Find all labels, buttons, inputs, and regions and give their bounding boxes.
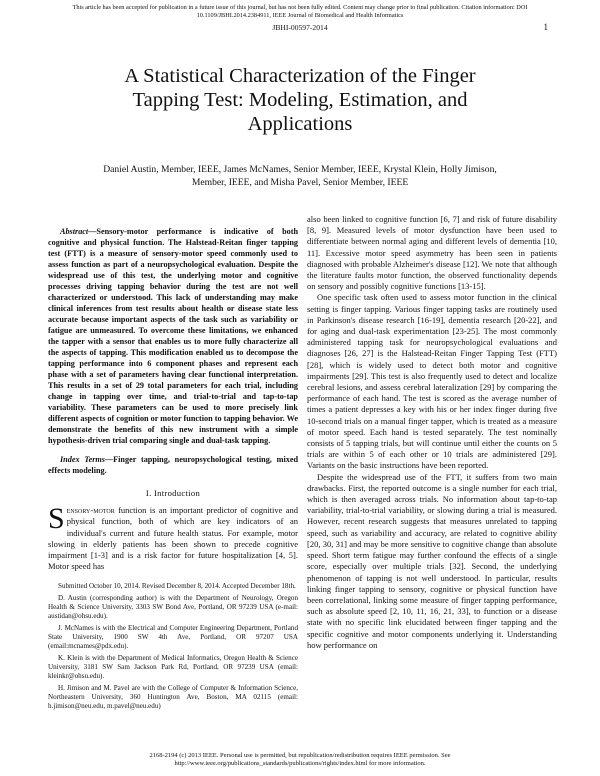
journal-notice-line2: 10.1109/JBHI.2014.2384911, IEEE Journal of Biomedical and Health Informatics xyxy=(196,12,404,19)
footnote-austin: D. Austin (corresponding author) is with the Department of Neurology, Oregon Health & Science University, 3303 SW Bond Ave, Portland, OR 97239 USA (e-mail: austidan@ohsu.edu). xyxy=(48,594,298,621)
section-heading-introduction: I. Introduction xyxy=(145,488,201,498)
author-list xyxy=(60,164,540,189)
title-line-1: A Statistical Characterization of the Finger xyxy=(124,65,476,87)
index-terms xyxy=(48,454,298,476)
abstract-label: Abstract xyxy=(60,227,89,236)
title-line-3: Applications xyxy=(247,113,353,135)
footnotes xyxy=(48,582,298,711)
footer-line-1: 2168-2194 (c) 2013 IEEE. Personal use is permitted, but republication/redistribution requires IEEE permission. See xyxy=(149,752,451,759)
body-paragraph: also been linked to cognitive function [6, 7] and risk of future disability [8, 9]. Measured levels of motor dysfunction have been used to differentiate between normal aging and different levels of dementia [10, 11]. Excessive motor speed asymmetry has been seen in patients diagnosed with probable Alzheimer's disease [12]. We note that although the literature faults motor function, the observed functionality depends on sensory and possibly cognitive functions [13-15]. xyxy=(307,214,557,292)
index-terms-label: Index Terms xyxy=(60,455,105,464)
authors-line-1: Daniel Austin, Member, IEEE, James McNames, Senior Member, IEEE, Krystal Klein, Holly Jimison, xyxy=(103,164,497,175)
footnote-received: Submitted October 10, 2014. Revised December 8, 2014. Accepted December 18th. xyxy=(58,582,296,591)
intro-paragraph xyxy=(48,502,298,572)
intro-text: function is an important predictor of cognitive and physical function, both of which are key indicators of an individual's current and future health status. For example, motor slowing in elderly patients has been shown to precede cognitive impairment [1-3] and is a risk factor for future hospitalization [4, 5]. Motor speed has xyxy=(48,505,298,572)
body-paragraph: Despite the widespread use of the FTT, it suffers from two main drawbacks. First, the reported outcome is a single number for each trial, which is then averaged across trials. No information about tap-to-tap variability, trial-to-trial variability, or slowing during a trial is measured. However, recent research suggests that measures unrelated to tapping speed, such as variability and accuracy, are related to cognitive ability [20, 30, 31] and may be more sensitive to cognitive change than absolute speed. Short term fatigue may further confound the effects of a single score, especially over multiple trials [32]. Second, the underlying phenomenon of tapping is not well understood. In particular, results linking finger tapping to sensory, cognitive or physical function have been correlational, linking some measure of finger tapping performance, such as absolute speed [2, 10, 11, 16, 21, 33], to function or a disease state with no specific link elucidated between finger tapping and the specific cognitive and motor components underlying it. Understanding how performance on xyxy=(307,471,557,650)
footer-line-2: http://www.ieee.org/publications_standards/publications/rights/index.html for more information. xyxy=(174,760,426,767)
left-column xyxy=(48,226,298,714)
footnote-mcnames: J. McNames is with the Electrical and Computer Engineering Department, Portland State University, 1900 SW 4th Ave, Portland, OR 97207 USA (email:mcnames@pdx.edu). xyxy=(48,624,298,651)
intro-smallcaps: ensory-motor xyxy=(66,505,115,516)
index-terms-text: —Finger tapping, neuropsychological testing, mixed effects modeling. xyxy=(48,455,299,475)
paper-title xyxy=(60,64,540,136)
manuscript-id: JBHI-00597-2014 xyxy=(272,23,328,32)
journal-notice xyxy=(0,4,600,20)
drop-cap: S xyxy=(48,502,65,536)
footnote-jimison-pavel: H. Jimison and M. Pavel are with the College of Computer & Information Science, Northeastern University, 360 Huntington Ave, Boston, MA 02115 (email: h.jimison@neu.edu, m.pavel@neu.edu) xyxy=(48,684,298,711)
abstract-text: —Sensory-motor performance is indicative of both cognitive and physical function. The Halstead-Reitan finger tapping test (FTT) is a measure of sensory-motor speed commonly used to assess function as part of a neuropsychological evaluation. Despite the widespread use of this test, the underlying motor and cognitive processes driving tapping behavior during the test are not well characterized or understood. This lack of understanding may make clinical inferences from test results about health or disease state less accurate because important aspects of the task such as variability or fatigue are unmeasured. To overcome these limitations, we enhanced the tapper with a sensor that enables us to more fully characterize all the aspects of tapping. This modification enabled us to decompose the tapping performance into 6 component phases and represent each phase with a set of parameters having clear functional interpretation. This results in a set of 29 total parameters for each trial, including change in tapping over time, and trial-to-trial and tap-to-tap variability. These parameters can be used to more precisely link different aspects of cognition or motor function to tapping behavior. We demonstrate the benefits of this new instrument with a simple hypothesis-driven trial comparing single and dual-task tapping. xyxy=(48,227,298,445)
body-paragraph: One specific task often used to assess motor function in the clinical setting is finger tapping. Various finger tapping tasks are routinely used in Parkinson's disease research [16-19], dementia research [20-22], and for aging and dual-task experimentation [23-25]. The most commonly administered tapping task for neuropsychological evaluations and diagnoses [26, 27] is the Halstead-Reitan Finger Tapping Test (FTT) [28], which is widely used to detect both motor and cognitive impairments [29]. This test is also frequently used to detect and localize cerebral lesions, and assess cerebral lateralization [29] by comparing the performance of each hand. The test is scored as the average number of times a patient depresses a key with his or her index finger during five 10-second trials on a manual finger tapper, which is treated as a measure of motor speed. Each hand is tested separately. The test nominally consists of 5 tapping trials, but will continue until either the counts on 5 trials are within 5 of each other or 10 trials are administered [29]. Variants on the basic instructions have been reported. xyxy=(307,292,557,471)
title-line-2: Tapping Test: Modeling, Estimation, and xyxy=(132,89,468,111)
authors-line-2: Member, IEEE, and Misha Pavel, Senior Member, IEEE xyxy=(191,176,409,188)
page-number: 1 xyxy=(543,22,548,32)
copyright-footer xyxy=(0,752,600,768)
abstract xyxy=(48,226,298,446)
footnote-klein: K. Klein is with the Department of Medical Informatics, Oregon Health & Science University, 3181 SW Sam Jackson Park Rd, Portland, OR 97239 USA (email: kleinkr@ohsu.edu). xyxy=(48,654,298,681)
right-column xyxy=(307,214,557,651)
journal-notice-line1: This article has been accepted for publication in a future issue of this journal, but has not been fully edited. Content may change prior to final publication. Citation information: DOI xyxy=(72,4,528,11)
